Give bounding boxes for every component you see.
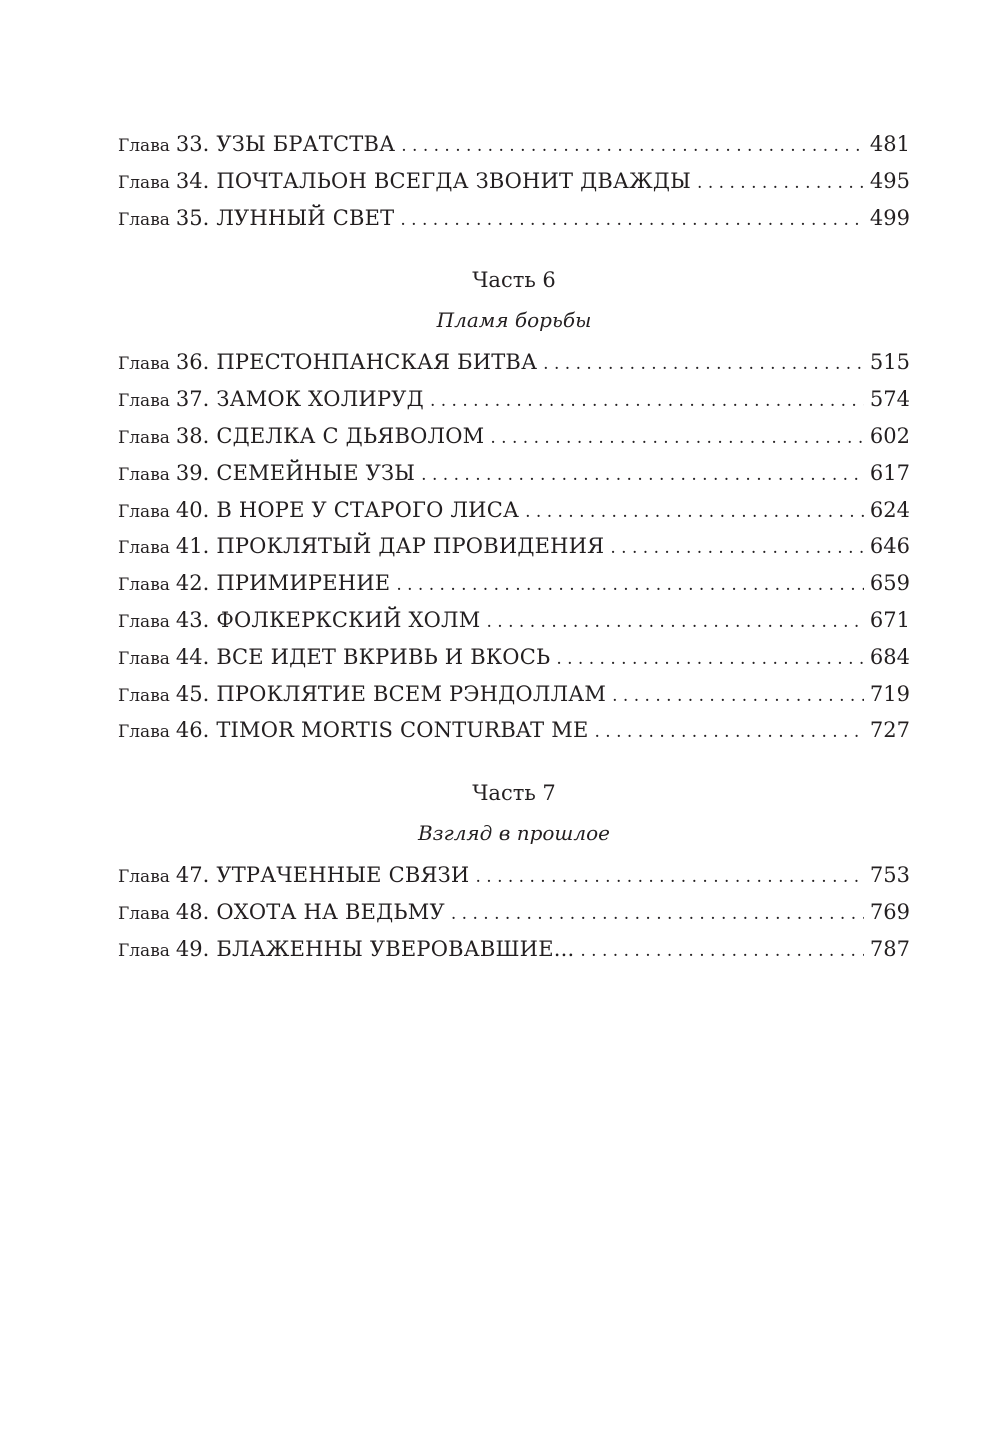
chapter-list (118, 132, 910, 242)
chapter-title: ПРОКЛЯТИЕ ВСЕМ РЭНДОЛЛАМ (216, 681, 607, 706)
chapter-list (118, 350, 910, 755)
dot-leader (400, 210, 864, 230)
page-number: 753 (869, 863, 910, 888)
part-subtitle: Взгляд в прошлое (417, 821, 610, 846)
chapter-title: TIMOR MORTIS CONTURBAT ME (216, 718, 589, 743)
chapter-title: В НОРЕ У СТАРОГО ЛИСА (216, 497, 520, 522)
page-number: 574 (869, 387, 910, 412)
dot-leader (556, 649, 864, 669)
dot-leader (486, 612, 863, 632)
chapter-title: ПРОКЛЯТЫЙ ДАР ПРОВИДЕНИЯ (216, 534, 605, 559)
chapter-prefix: Глава (118, 611, 170, 632)
page-number: 602 (869, 423, 910, 448)
toc-entry (118, 534, 910, 571)
page-number: 684 (869, 644, 910, 669)
chapter-prefix: Глава (118, 464, 170, 485)
dot-leader (490, 428, 864, 448)
chapter-number: 47. (175, 863, 210, 888)
toc-entry (118, 571, 910, 608)
toc-entry (118, 900, 910, 937)
chapter-prefix: Глава (118, 867, 170, 888)
chapter-number: 38. (175, 423, 210, 448)
chapter-prefix: Глава (118, 354, 170, 375)
chapter-title: ОХОТА НА ВЕДЬМУ (216, 899, 445, 924)
chapter-title: СДЕЛКА С ДЬЯВОЛОМ (216, 423, 485, 448)
toc-entry (118, 718, 910, 755)
chapter-prefix: Глава (118, 722, 170, 743)
chapter-title: ПРИМИРЕНИЕ (216, 571, 391, 596)
chapter-prefix: Глава (118, 391, 170, 412)
chapter-prefix: Глава (118, 685, 170, 706)
toc-entry (118, 350, 910, 387)
chapter-title: УТРАЧЕННЫЕ СВЯЗИ (216, 863, 470, 888)
chapter-number: 39. (175, 460, 210, 485)
toc-entry (118, 645, 910, 682)
chapter-number: 34. (175, 168, 210, 193)
toc-entry (118, 206, 910, 243)
page-number: 787 (869, 936, 910, 961)
toc-entry (118, 461, 910, 498)
chapter-number: 33. (175, 132, 210, 156)
chapter-number: 36. (175, 350, 210, 375)
dot-leader (580, 941, 864, 961)
toc-entry (118, 169, 910, 206)
chapter-number: 40. (175, 497, 210, 522)
page-number: 624 (869, 497, 910, 522)
toc-entry (118, 937, 910, 974)
toc-entry (118, 498, 910, 535)
table-of-contents (118, 132, 910, 974)
toc-entry (118, 132, 910, 169)
chapter-number: 49. (175, 936, 210, 961)
dot-leader (543, 354, 864, 374)
chapter-title: БЛАЖЕННЫ УВЕРОВАВШИЕ... (216, 936, 575, 961)
dot-leader (610, 538, 864, 558)
chapter-title: ВСЕ ИДЕТ ВКРИВЬ И ВКОСЬ (216, 644, 551, 669)
dot-leader (594, 722, 863, 742)
chapter-number: 48. (175, 899, 210, 924)
page-number: 617 (869, 460, 910, 485)
page-number: 659 (869, 571, 910, 596)
chapter-title: УЗЫ БРАТСТВА (216, 132, 396, 156)
toc-entry (118, 682, 910, 719)
page-number: 495 (869, 168, 910, 193)
chapter-number: 43. (175, 607, 210, 632)
chapter-prefix: Глава (118, 172, 170, 193)
dot-leader (451, 904, 864, 924)
chapter-title: ФОЛКЕРКСКИЙ ХОЛМ (216, 607, 481, 632)
chapter-number: 45. (175, 681, 210, 706)
chapter-number: 44. (175, 644, 210, 669)
page-number: 499 (869, 205, 910, 230)
dot-leader (421, 465, 864, 485)
page-number: 671 (869, 607, 910, 632)
chapter-number: 41. (175, 534, 210, 559)
part-heading: Часть 7 (472, 781, 556, 806)
chapter-title: СЕМЕЙНЫЕ УЗЫ (216, 460, 416, 485)
chapter-prefix: Глава (118, 538, 170, 559)
page-number: 515 (869, 350, 910, 375)
chapter-prefix: Глава (118, 427, 170, 448)
dot-leader (396, 575, 864, 595)
chapter-prefix: Глава (118, 940, 170, 961)
chapter-number: 46. (175, 718, 210, 743)
page-number: 769 (869, 899, 910, 924)
chapter-prefix: Глава (118, 501, 170, 522)
dot-leader (612, 686, 864, 706)
chapter-title: ПРЕСТОНПАНСКАЯ БИТВА (216, 350, 538, 375)
toc-entry (118, 424, 910, 461)
dot-leader (525, 502, 864, 522)
toc-entry (118, 863, 910, 900)
page-number: 719 (869, 681, 910, 706)
chapter-number: 42. (175, 571, 210, 596)
chapter-title: ЛУННЫЙ СВЕТ (216, 205, 395, 230)
toc-entry (118, 608, 910, 645)
page-number: 481 (869, 132, 910, 156)
dot-leader (475, 867, 863, 887)
dot-leader (697, 173, 864, 193)
toc-entry (118, 387, 910, 424)
page-number: 646 (869, 534, 910, 559)
chapter-list (118, 863, 910, 973)
chapter-prefix: Глава (118, 575, 170, 596)
chapter-prefix: Глава (118, 209, 170, 230)
chapter-prefix: Глава (118, 136, 170, 156)
part-heading: Часть 6 (472, 268, 556, 293)
chapter-title: ПОЧТАЛЬОН ВСЕГДА ЗВОНИТ ДВАЖДЫ (216, 168, 692, 193)
chapter-prefix: Глава (118, 648, 170, 669)
dot-leader (430, 391, 864, 411)
page-number: 727 (869, 718, 910, 743)
dot-leader (401, 136, 864, 156)
chapter-number: 37. (175, 387, 210, 412)
chapter-prefix: Глава (118, 903, 170, 924)
chapter-title: ЗАМОК ХОЛИРУД (216, 387, 424, 412)
chapter-number: 35. (175, 205, 210, 230)
part-subtitle: Пламя борьбы (436, 308, 592, 333)
